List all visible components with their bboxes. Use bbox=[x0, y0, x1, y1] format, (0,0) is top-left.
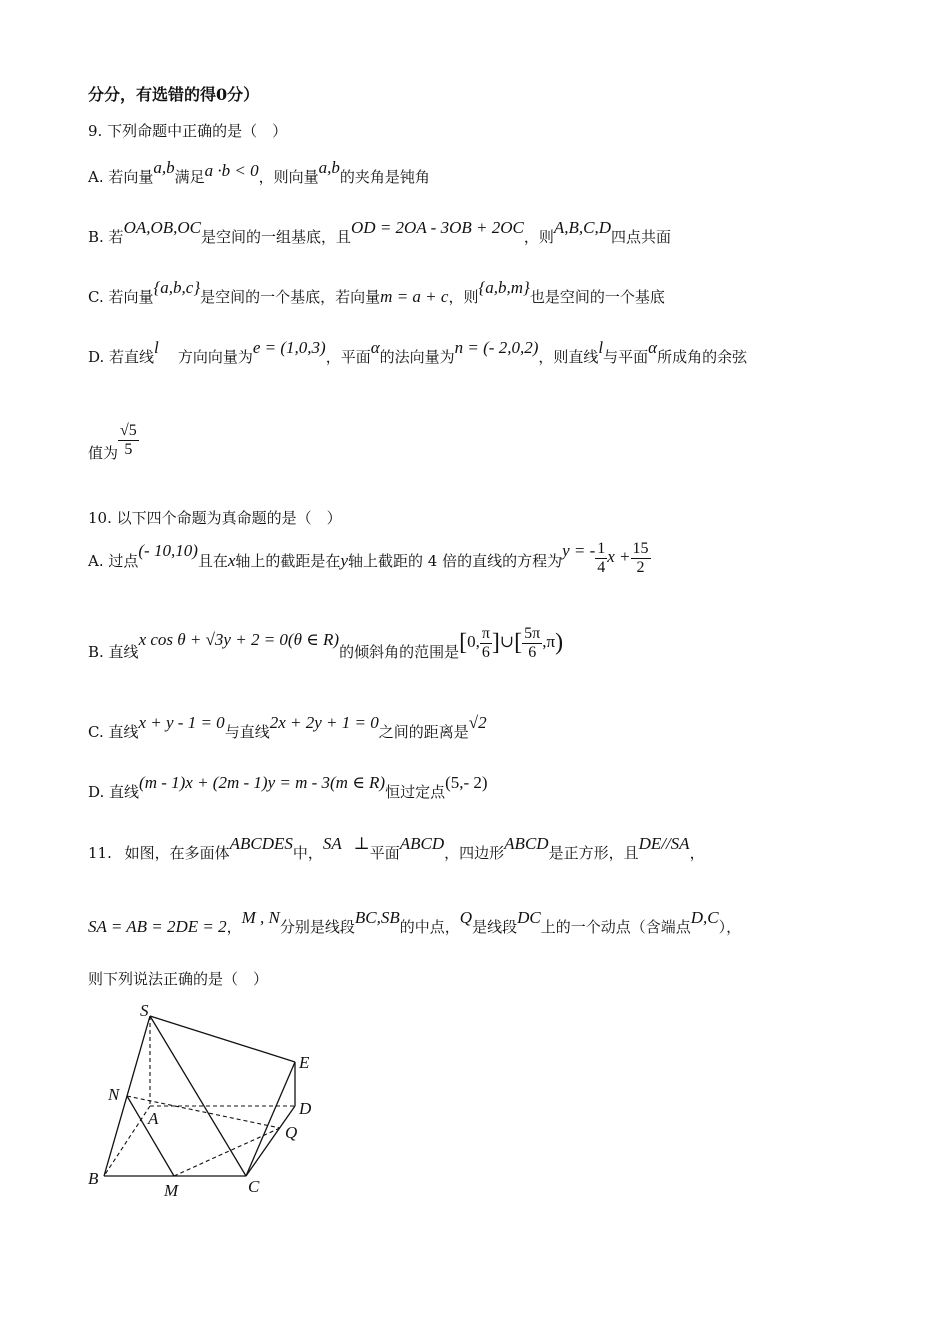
q11-line-3: 则下列说法正确的是（ ） bbox=[88, 970, 269, 988]
polyhedron-figure bbox=[84, 1000, 334, 1200]
q9-option-d: D. 若直线l 方向向量为e = (1,0,3)，平面α的法向量为n = (- 2,0,2)，则直线l与平面α所成角的余弦 bbox=[88, 338, 748, 366]
segment-NM bbox=[127, 1096, 174, 1176]
fraction-pi-over-6: $\frac{\pi}{6}$ bbox=[481, 625, 490, 661]
label-A: A bbox=[148, 1109, 159, 1128]
vector-set-abm: {a,b,m} bbox=[478, 278, 530, 297]
q9-option-d-cont: 值为 $\frac{√5}{5}$ bbox=[88, 422, 137, 463]
q9-option-a: A. 若向量a,b满足a ·b < 0，则向量a,b的夹角是钝角 bbox=[88, 158, 430, 186]
q9-option-b: B. 若OA,OB,OC是空间的一组基底，且OD = 2OA - 3OB + 2OC，则A,B,C,D四点共面 bbox=[88, 218, 671, 246]
label-C: C bbox=[248, 1177, 260, 1196]
edge-SC bbox=[150, 1016, 246, 1176]
q10-option-b: B. 直线x cos θ + √3y + 2 = 0(θ ∈ R)的倾斜角的范围是[0, $\frac{\pi}{6}$ ]∪[ $\frac{5\pi}{6}$ ,π) bbox=[88, 625, 564, 662]
label-D: D bbox=[299, 1099, 312, 1118]
q10-option-d: D. 直线(m - 1)x + (2m - 1)y = m - 3(m ∈ R)恒过定点(5,- 2) bbox=[88, 773, 488, 801]
q11-line-2: SA = AB = 2DE = 2，M , N分别是线段BC,SB的中点，Q是线段DC上的一个动点（含端点D,C）， bbox=[88, 908, 742, 936]
q11-line-1: 11. 如图，在多面体ABCDES中，SA ⊥平面ABCD，四边形ABCD是正方形，且DE//SA， bbox=[88, 834, 705, 862]
q9-option-c: C. 若向量{a,b,c}是空间的一个基底，若向量m = a + c，则{a,b,m}也是空间的一个基底 bbox=[88, 278, 665, 306]
fraction-sqrt5-over-5: $\frac{√5}{5}$ bbox=[120, 422, 137, 458]
label-Q: Q bbox=[285, 1123, 298, 1142]
section-heading: 分分，有选错的得0分） bbox=[88, 85, 260, 104]
label-S: S bbox=[140, 1001, 149, 1020]
q10-option-c: C. 直线x + y - 1 = 0与直线2x + 2y + 1 = 0之间的距离是√2 bbox=[88, 713, 487, 741]
fraction-5pi-over-6: $\frac{5\pi}{6}$ bbox=[524, 625, 541, 661]
label-B: B bbox=[88, 1169, 99, 1188]
edge-EC bbox=[246, 1062, 298, 1176]
vector-set-abc: {a,b,c} bbox=[153, 278, 201, 297]
fraction-one-quarter: $\frac{1}{4}$ bbox=[597, 540, 606, 576]
fraction-fifteen-halves: $\frac{15}{2}$ bbox=[632, 540, 649, 576]
label-M: M bbox=[164, 1181, 179, 1200]
polyhedron-diagram bbox=[84, 1000, 334, 1200]
edge-AB-hidden bbox=[104, 1106, 150, 1176]
q9-stem: 9. 下列命题中正确的是（ ） bbox=[88, 122, 288, 140]
q10-option-a: A. 过点(- 10,10)且在x轴上的截距是在y轴上截距的 4 倍的直线的方程为y = - $\frac{1}{4}$ x + $\frac{15}{2}$ bbox=[88, 540, 649, 576]
label-N: N bbox=[108, 1085, 120, 1104]
segment-MQ-hidden bbox=[174, 1128, 280, 1176]
q10-stem: 10. 以下四个命题为真命题的是（ ） bbox=[88, 509, 342, 527]
edge-SE bbox=[150, 1016, 295, 1062]
label-E: E bbox=[299, 1053, 310, 1072]
